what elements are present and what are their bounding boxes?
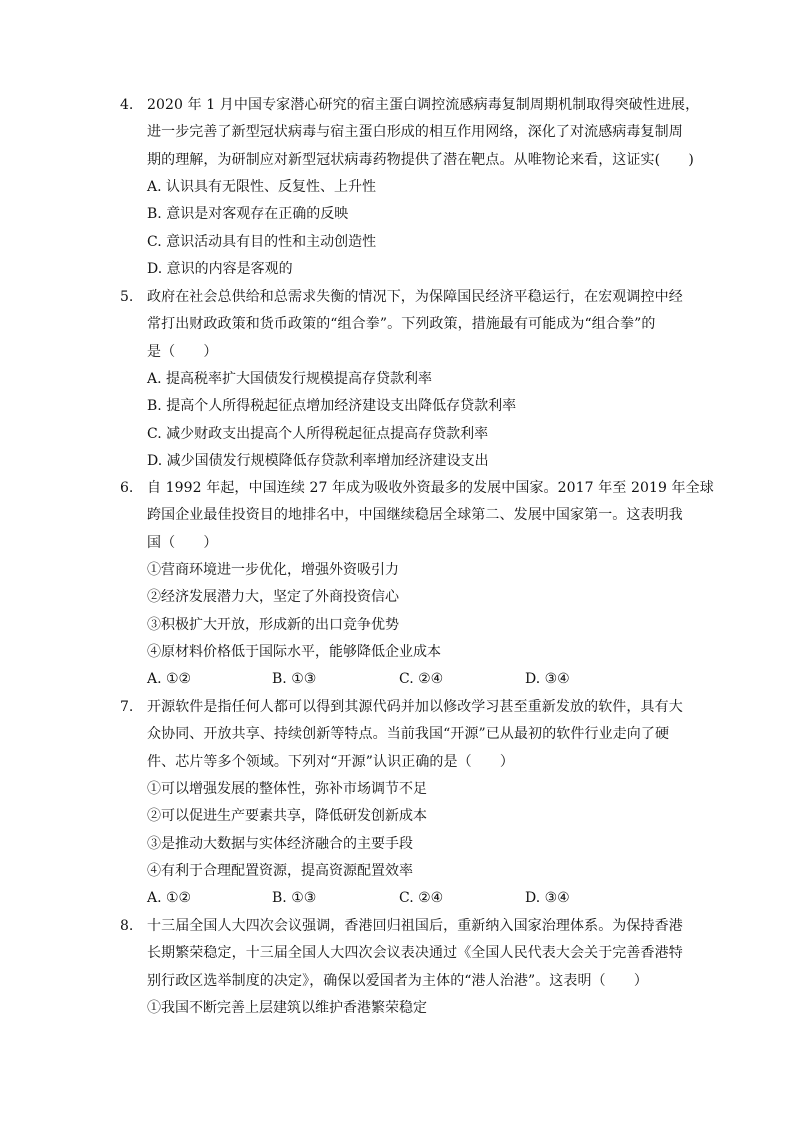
option-a: A. ①② bbox=[147, 671, 192, 687]
option-d: D. 意识的内容是客观的 bbox=[147, 261, 293, 277]
option-b: B. ①③ bbox=[272, 890, 317, 906]
stem-line: 件、芯片等多个领域。下列对“开源”认识正确的是（ ） bbox=[147, 753, 515, 770]
question-number: 8. bbox=[120, 918, 134, 934]
statement-1: ①我国不断完善上层建筑以维护香港繁荣稳定 bbox=[147, 1000, 427, 1016]
stem-line: 众协同、开放共享、持续创新等特点。当前我国“开源”已从最初的软件行业走向了硬 bbox=[147, 726, 670, 743]
option-a: A. ①② bbox=[147, 890, 192, 906]
stem-line: 期的理解，为研制应对新型冠状病毒药物提供了潜在靶点。从唯物论来看，这证实( ) bbox=[147, 151, 694, 168]
question-number: 4. bbox=[120, 97, 134, 113]
option-b: B. 提高个人所得税起征点增加经济建设支出降低存贷款利率 bbox=[147, 398, 517, 414]
option-c: C. ②④ bbox=[399, 671, 444, 687]
question-stem bbox=[147, 92, 700, 174]
option-a: A. 提高税率扩大国债发行规模提高存贷款利率 bbox=[147, 371, 433, 387]
stem-line: 十三届全国人大四次会议强调，香港回归祖国后，重新纳入国家治理体系。为保持香港 bbox=[147, 918, 683, 934]
stem-line: 自 1992 年起，中国连续 27 年成为吸收外资最多的发展中国家。2017 年至 2019 年全球 bbox=[147, 480, 714, 496]
option-c: C. 减少财政支出提高个人所得税起征点提高存贷款利率 bbox=[147, 426, 489, 442]
question-stem bbox=[147, 284, 687, 366]
question-stem bbox=[147, 694, 687, 776]
statement-4: ④原材料价格低于国际水平，能够降低企业成本 bbox=[147, 644, 441, 660]
options-row bbox=[147, 885, 687, 912]
question-number: 5. bbox=[120, 289, 134, 305]
statement-3: ③积极扩大开放，形成新的出口竞争优势 bbox=[147, 617, 399, 633]
option-d: D. 减少国债发行规模降低存贷款利率增加经济建设支出 bbox=[147, 453, 489, 469]
option-b: B. 意识是对客观存在正确的反映 bbox=[147, 206, 349, 222]
option-b: B. ①③ bbox=[272, 671, 317, 687]
stem-line: 开源软件是指任何人都可以得到其源代码并加以修改学习甚至重新发放的软件，具有大 bbox=[147, 699, 683, 715]
stem-line: 是（ ） bbox=[147, 343, 218, 360]
statement-1: ①营商环境进一步优化，增强外资吸引力 bbox=[147, 562, 399, 578]
statement-4: ④有利于合理配置资源，提高资源配置效率 bbox=[147, 863, 413, 879]
question-number: 6. bbox=[120, 480, 134, 496]
stem-line: 别行政区选举制度的决定》，确保以爱国者为主体的“港人治港”。这表明（ ） bbox=[147, 972, 649, 989]
stem-line: 常打出财政政策和货币政策的“组合拳”。下列政策，措施最有可能成为“组合拳”的 bbox=[147, 316, 656, 333]
question-number: 7. bbox=[120, 699, 134, 715]
stem-line: 2020 年 1 月中国专家潜心研究的宿主蛋白调控流感病毒复制周期机制取得突破性进展， bbox=[147, 97, 700, 113]
statement-2: ②经济发展潜力大，坚定了外商投资信心 bbox=[147, 589, 399, 605]
stem-line: 长期繁荣稳定，十三届全国人大四次会议表决通过《全国人民代表大会关于完善香港特 bbox=[147, 945, 683, 962]
stem-line: 国（ ） bbox=[147, 534, 218, 551]
statement-1: ①可以增强发展的整体性，弥补市场调节不足 bbox=[147, 781, 427, 797]
stem-line: 跨国企业最佳投资目的地排名中，中国继续稳居全球第二、发展中国家第一。这表明我 bbox=[147, 507, 683, 524]
stem-line: 政府在社会总供给和总需求失衡的情况下，为保障国民经济平稳运行，在宏观调控中经 bbox=[147, 289, 683, 305]
stem-line: 进一步完善了新型冠状病毒与宿主蛋白形成的相互作用网络，深化了对流感病毒复制周 bbox=[147, 124, 683, 141]
option-d: D. ③④ bbox=[525, 890, 570, 906]
options-row bbox=[147, 666, 687, 693]
statement-2: ②可以促进生产要素共享，降低研发创新成本 bbox=[147, 808, 427, 824]
question-stem bbox=[147, 913, 687, 995]
option-a: A. 认识具有无限性、反复性、上升性 bbox=[147, 179, 377, 195]
option-c: C. 意识活动具有目的性和主动创造性 bbox=[147, 234, 377, 250]
option-d: D. ③④ bbox=[525, 671, 570, 687]
question-stem bbox=[147, 475, 714, 557]
statement-3: ③是推动大数据与实体经济融合的主要手段 bbox=[147, 836, 413, 852]
option-c: C. ②④ bbox=[399, 890, 444, 906]
